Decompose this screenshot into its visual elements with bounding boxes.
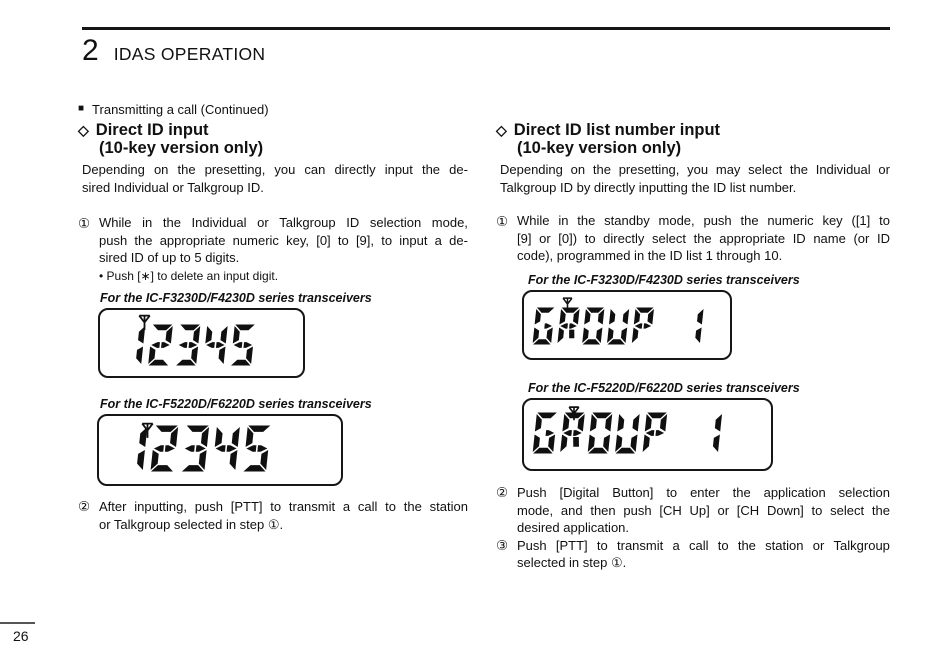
step-3	[496, 537, 890, 572]
lcd-display	[97, 414, 343, 486]
step-text	[517, 537, 890, 572]
text-line: push the appropriate numeric key, [0] to [9], to input a de-	[99, 232, 468, 248]
lcd-text	[119, 425, 279, 477]
lcd-text	[120, 324, 263, 371]
step-2	[496, 484, 890, 537]
text-line: mode, and then push [CH Up] or [CH Down] to select the	[517, 502, 890, 518]
footer-rule	[0, 622, 35, 624]
lcd-display	[98, 308, 305, 378]
display-caption: For the IC-F3230D/F4230D series transceivers	[100, 290, 372, 305]
intro-paragraph	[78, 161, 468, 196]
lcd-text	[532, 412, 730, 459]
step-number: ③	[496, 538, 509, 554]
section-title-direct-id-list-number-input	[496, 121, 890, 139]
text-line: desired application.	[517, 520, 630, 536]
text-line: code), programmed in the ID list 1 through 10.	[517, 248, 783, 264]
text-line: Push [Digital Button] to enter the application selection	[517, 484, 890, 500]
step-note: • Push [∗] to delete an input digit.	[99, 268, 279, 283]
text-line: Talkgroup ID by directly inputting the ID list number.	[500, 179, 797, 195]
section-subtitle: (10-key version only)	[517, 139, 682, 157]
text-line: After inputting, push [PTT] to transmit a call to the station	[99, 498, 468, 514]
section-title-label: Direct ID list number input	[513, 121, 721, 139]
section-title-label: Direct ID input	[95, 121, 209, 139]
lcd-display	[522, 398, 773, 471]
page-number: 26	[13, 628, 29, 644]
step-number: ②	[496, 485, 509, 501]
step-number: ②	[78, 499, 91, 515]
step-number: ①	[78, 215, 91, 231]
step-text	[99, 498, 468, 533]
text-line: While in the Individual or Talkgroup ID selection mode,	[99, 215, 468, 231]
step-2	[78, 498, 468, 533]
display-caption: For the IC-F5220D/F6220D series transceivers	[528, 380, 800, 395]
step-text	[99, 214, 468, 267]
chapter-header	[82, 34, 265, 68]
text-line: Push [PTT] to transmit a call to the station or Talkgroup	[517, 537, 890, 553]
text-line: While in the standby mode, push the numeric key ([1] to	[517, 213, 890, 229]
text-line: Depending on the presetting, you can directly input the de-	[82, 162, 468, 177]
text-line: sired Individual or Talkgroup ID.	[82, 179, 264, 195]
step-text	[517, 484, 890, 537]
text-line: [9] or [0]) to directly select the appropriate ID name (or ID	[517, 230, 890, 246]
display-caption: For the IC-F3230D/F4230D series transceivers	[528, 272, 800, 287]
chapter-title: IDAS OPERATION	[113, 44, 266, 64]
step-1	[496, 212, 890, 265]
diamond-icon: ◇	[78, 122, 89, 138]
chapter-number: 2	[82, 34, 99, 67]
text-line: Depending on the presetting, you may select the Individual or	[500, 162, 890, 177]
intro-paragraph	[496, 161, 890, 196]
text-line: selected in step ①.	[517, 555, 627, 571]
diamond-icon: ◇	[496, 122, 507, 138]
continued-heading-label: Transmitting a call (Continued)	[92, 102, 269, 117]
step-1	[78, 214, 468, 284]
step-number: ①	[496, 213, 509, 229]
left-column	[78, 102, 468, 533]
lcd-display	[522, 290, 732, 360]
section-title-direct-id-input	[78, 121, 468, 139]
lcd-text	[532, 307, 710, 350]
header-rule	[82, 27, 890, 30]
display-caption: For the IC-F5220D/F6220D series transceivers	[100, 396, 372, 411]
right-column	[496, 102, 890, 572]
step-text	[517, 212, 890, 265]
section-subtitle: (10-key version only)	[99, 139, 264, 157]
filled-square-icon: ■	[78, 103, 85, 114]
continued-heading	[78, 102, 468, 118]
text-line: or Talkgroup selected in step ①.	[99, 516, 284, 532]
text-line: sired ID of up to 5 digits.	[99, 250, 240, 266]
